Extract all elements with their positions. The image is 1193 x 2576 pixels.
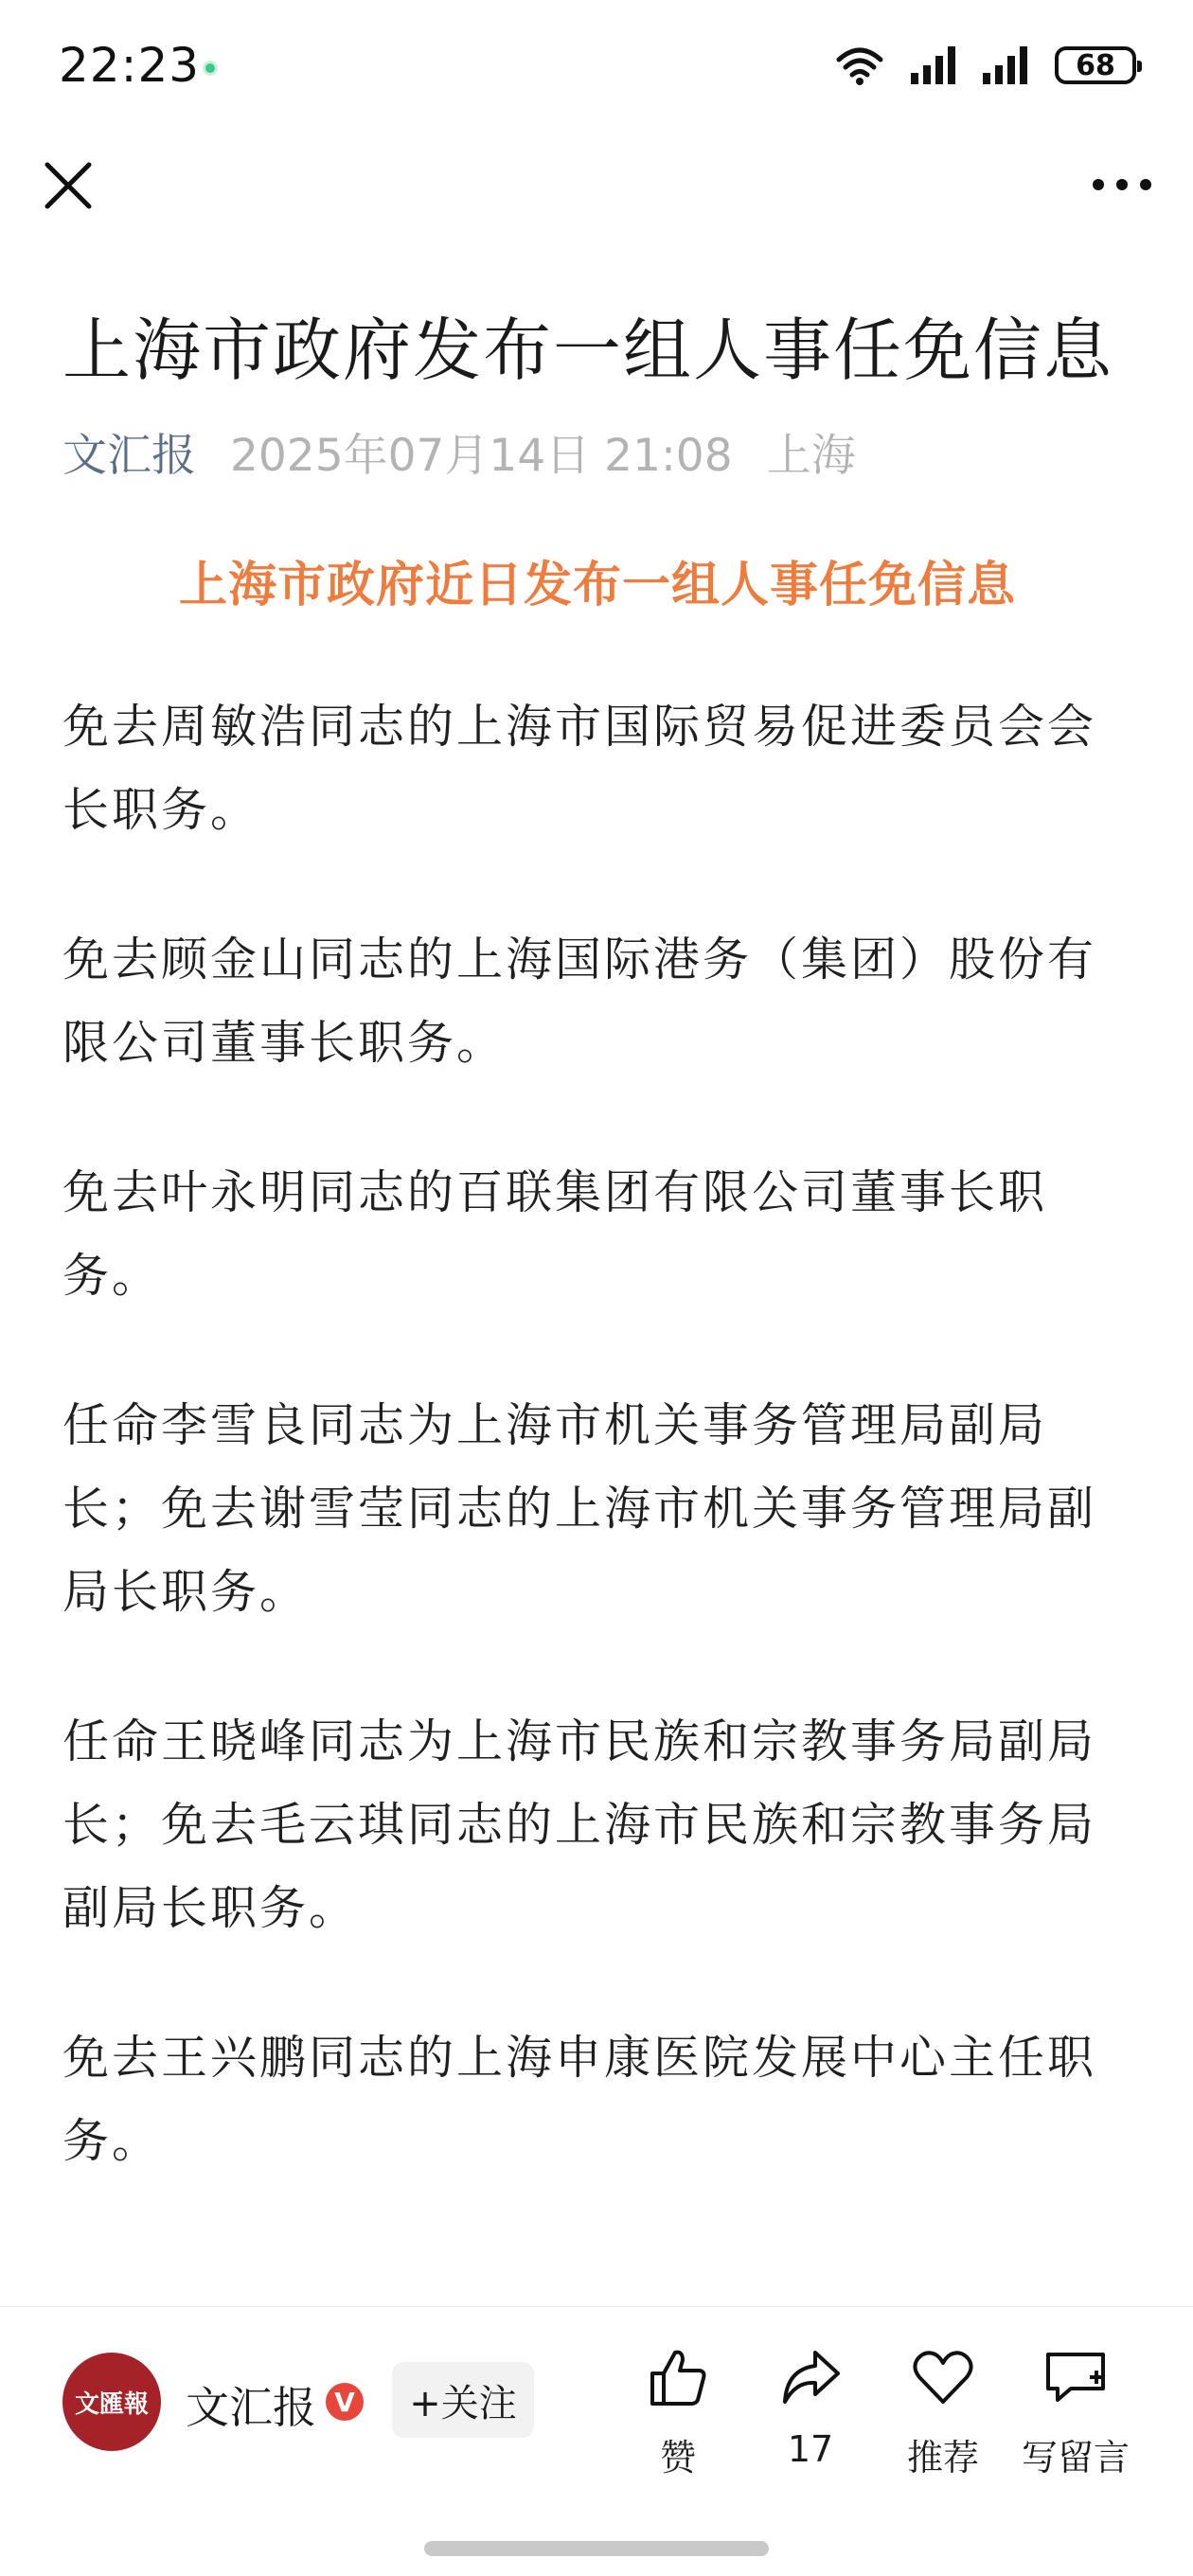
verified-badge: V xyxy=(326,2383,364,2421)
recommend-button[interactable] xyxy=(877,2345,1009,2478)
comment-icon xyxy=(1042,2345,1109,2411)
share-count: 17 xyxy=(787,2428,834,2470)
signal-icon xyxy=(911,46,958,84)
home-indicator[interactable] xyxy=(424,2541,769,2556)
like-label: 赞 xyxy=(659,2437,696,2478)
article-meta xyxy=(62,428,1132,485)
publish-datetime: 2025年07月14日 21:08 xyxy=(230,430,733,482)
thumbs-up-icon xyxy=(645,2345,711,2411)
article-paragraph: 任命李雪良同志为上海市机关事务管理局副局长；免去谢雪莹同志的上海市机关事务管理局副局长职务。 xyxy=(62,1398,1097,1619)
article-paragraph: 免去顾金山同志的上海国际港务（集团）股份有限公司董事长职务。 xyxy=(62,933,1097,1070)
article xyxy=(62,303,1132,2183)
status-bar xyxy=(0,0,1193,133)
heart-icon xyxy=(910,2345,976,2411)
article-paragraph: 免去叶永明同志的百联集团有限公司董事长职务。 xyxy=(62,1165,1048,1303)
article-title: 上海市政府发布一组人事任免信息 xyxy=(62,311,1114,390)
article-subheading: 上海市政府近日发布一组人事任免信息 xyxy=(178,558,1016,613)
comment-button[interactable] xyxy=(1009,2345,1142,2478)
share-icon xyxy=(777,2345,844,2411)
like-button[interactable] xyxy=(612,2345,744,2478)
article-paragraph: 免去周敏浩同志的上海市国际贸易促进委员会会长职务。 xyxy=(62,700,1097,837)
avatar[interactable]: 文匯報 xyxy=(62,2353,161,2451)
nav-bar xyxy=(0,133,1193,237)
battery-icon: 68 xyxy=(1055,46,1136,84)
recommend-label: 推荐 xyxy=(906,2437,979,2478)
status-indicator-dot xyxy=(203,61,218,76)
follow-button[interactable]: +关注 xyxy=(392,2362,534,2438)
close-icon[interactable] xyxy=(38,155,98,216)
status-time: 22:23 xyxy=(59,38,201,93)
share-button[interactable] xyxy=(744,2345,877,2478)
source-link[interactable]: 文汇报 xyxy=(62,430,196,482)
article-paragraph: 免去王兴鹏同志的上海申康医院发展中心主任职务。 xyxy=(62,2031,1097,2168)
signal-icon xyxy=(983,46,1030,84)
article-paragraph: 任命王晓峰同志为上海市民族和宗教事务局副局长；免去毛云琪同志的上海市民族和宗教事务局副局长职务。 xyxy=(62,1714,1097,1935)
wifi-icon xyxy=(833,44,886,86)
status-icons xyxy=(833,42,1136,89)
comment-label: 写留言 xyxy=(1021,2437,1130,2478)
bottom-action-bar xyxy=(0,2306,1193,2576)
account-name[interactable]: 文汇报 xyxy=(186,2382,316,2433)
publish-location: 上海 xyxy=(766,430,856,482)
more-icon[interactable] xyxy=(1089,161,1155,208)
